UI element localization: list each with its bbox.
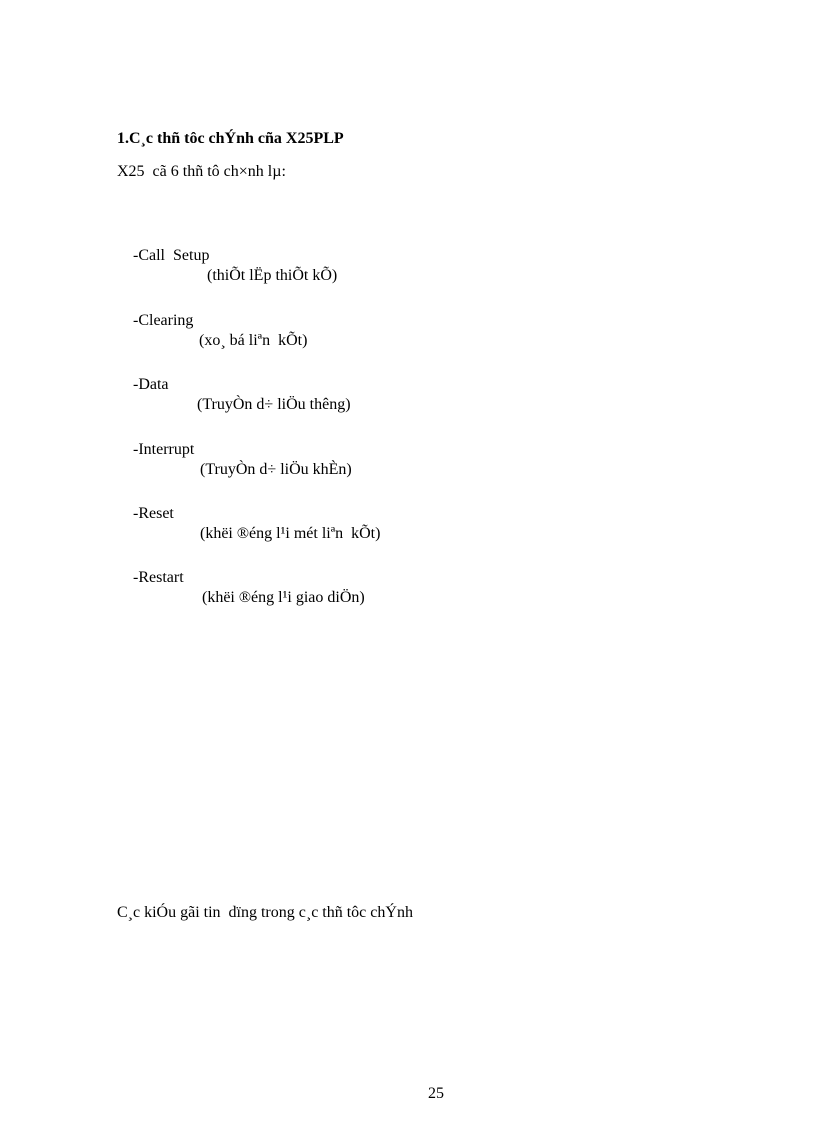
- intro-text: X25 cã 6 thñ tô ch×nh lµ:: [117, 163, 286, 180]
- procedure-name: -Clearing: [133, 312, 194, 329]
- procedure-description: (thiÕt lËp thiÕt kÕ): [207, 267, 338, 284]
- page-number: 25: [428, 1085, 444, 1102]
- subsection-text: C¸c kiÓu gãi tin dïng trong c¸c thñ tôc chÝnh: [117, 904, 413, 921]
- procedure-description: (xo¸ bá liªn kÕt): [199, 332, 308, 349]
- procedure-description: (TruyÒn d÷ liÖu thêng): [197, 396, 351, 413]
- procedure-description: (khëi ®éng l¹i giao diÖn): [202, 589, 365, 606]
- procedure-name: -Data: [133, 376, 169, 393]
- procedure-description: (khëi ®éng l¹i mét liªn kÕt): [200, 525, 381, 542]
- section-heading: 1.C¸c thñ tôc chÝnh cña X25PLP: [117, 130, 344, 147]
- procedure-name: -Restart: [133, 569, 184, 586]
- procedure-description: (TruyÒn d÷ liÖu khÈn): [200, 461, 352, 478]
- procedure-name: -Call Setup: [133, 247, 210, 264]
- procedure-name: -Reset: [133, 505, 174, 522]
- procedure-name: -Interrupt: [133, 441, 195, 458]
- procedure-item: [117, 548, 365, 628]
